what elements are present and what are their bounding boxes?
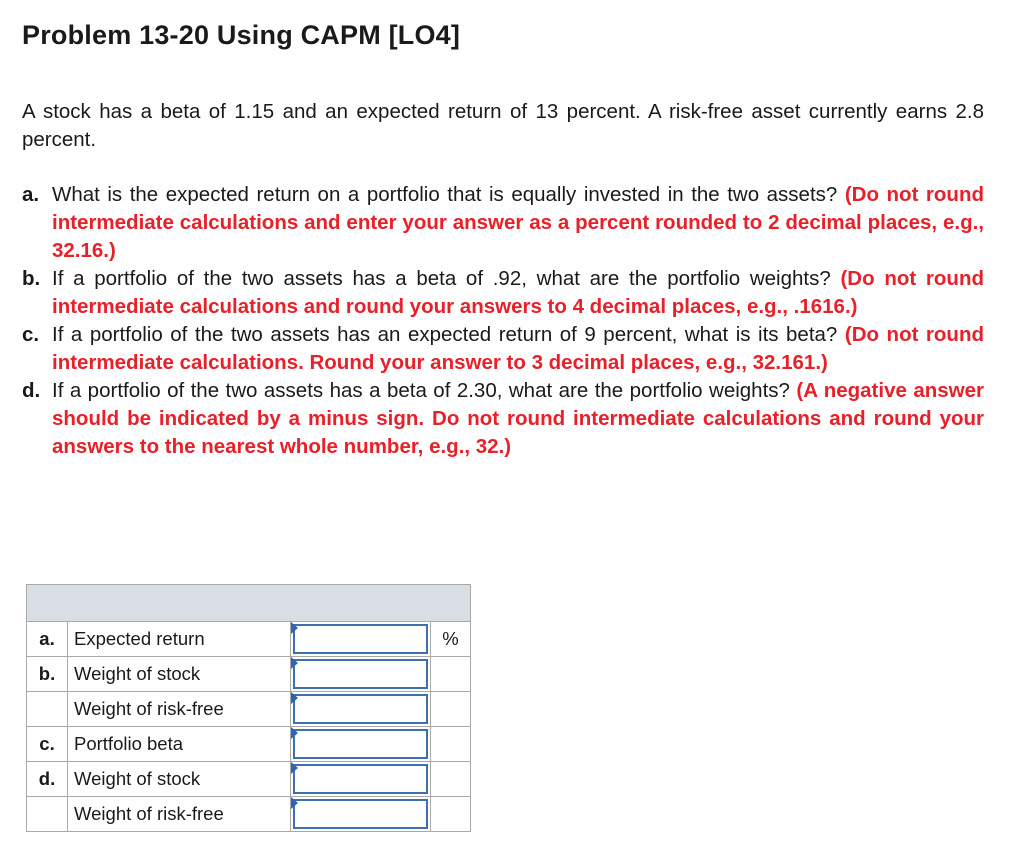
table-row [27, 727, 471, 762]
answer-cell [291, 622, 431, 657]
answer-cell [291, 692, 431, 727]
question-letter: d. [22, 379, 41, 402]
question-text: What is the expected return on a portfolio that is equally invested in the two assets? [52, 183, 838, 206]
instruction-note: (Do not round intermediate calculations and enter your answer as a percent rounded to 2 decimal places, e.g., 32.16.) [52, 183, 984, 262]
row-label: Portfolio beta [68, 727, 291, 762]
table-row [27, 762, 471, 797]
b-weight-of-stock-input[interactable] [293, 659, 428, 689]
question-list [22, 181, 984, 461]
table-row [27, 657, 471, 692]
instruction-note: (A negative answer should be indicated by a minus sign. Do not round intermediate calculations and round your answers to the nearest whole number, e.g., 32.) [52, 379, 984, 458]
input-marker-icon [291, 797, 298, 809]
unit-label: % [431, 622, 471, 657]
question-letter: c. [22, 323, 40, 346]
unit-label [431, 692, 471, 727]
expected-return-input[interactable] [293, 624, 428, 654]
row-letter [27, 797, 68, 832]
table-row [27, 797, 471, 832]
d-weight-of-risk-free-input[interactable] [293, 799, 428, 829]
answer-cell [291, 797, 431, 832]
row-letter: c. [27, 727, 68, 762]
question-letter: a. [22, 183, 40, 206]
input-marker-icon [291, 657, 298, 669]
row-label: Weight of risk-free [68, 692, 291, 727]
input-marker-icon [291, 692, 298, 704]
row-letter: a. [27, 622, 68, 657]
instruction-note: (Do not round intermediate calculations. Round your answer to 3 decimal places, e.g., 32.161.) [52, 323, 984, 374]
unit-label [431, 727, 471, 762]
row-letter [27, 692, 68, 727]
row-letter: b. [27, 657, 68, 692]
question-c [22, 321, 984, 377]
portfolio-beta-input[interactable] [293, 729, 428, 759]
problem-intro: A stock has a beta of 1.15 and an expected return of 13 percent. A risk-free asset currently earns 2.8 percent. [22, 100, 984, 151]
b-weight-of-risk-free-input[interactable] [293, 694, 428, 724]
question-text: If a portfolio of the two assets has an expected return of 9 percent, what is its beta? [52, 323, 838, 346]
problem-title: Problem 13-20 Using CAPM [LO4] [22, 20, 461, 50]
row-label: Weight of stock [68, 657, 291, 692]
row-letter: d. [27, 762, 68, 797]
question-text: If a portfolio of the two assets has a beta of .92, what are the portfolio weights? [52, 267, 831, 290]
row-label: Weight of risk-free [68, 797, 291, 832]
answer-cell [291, 657, 431, 692]
question-d [22, 377, 984, 461]
d-weight-of-stock-input[interactable] [293, 764, 428, 794]
table-row [27, 622, 471, 657]
table-row [27, 692, 471, 727]
table-header-cell [27, 585, 471, 622]
unit-label [431, 762, 471, 797]
input-marker-icon [291, 622, 298, 634]
answer-cell [291, 727, 431, 762]
question-b [22, 265, 984, 321]
question-text: If a portfolio of the two assets has a beta of 2.30, what are the portfolio weights? [52, 379, 790, 402]
unit-label [431, 797, 471, 832]
instruction-note: (Do not round intermediate calculations and round your answers to 4 decimal places, e.g., .1616.) [52, 267, 984, 318]
unit-label [431, 657, 471, 692]
answer-table [26, 584, 471, 832]
row-label: Weight of stock [68, 762, 291, 797]
table-header-row [27, 585, 471, 622]
question-letter: b. [22, 267, 41, 290]
input-marker-icon [291, 762, 298, 774]
question-a [22, 181, 984, 265]
answer-cell [291, 762, 431, 797]
row-label: Expected return [68, 622, 291, 657]
input-marker-icon [291, 727, 298, 739]
